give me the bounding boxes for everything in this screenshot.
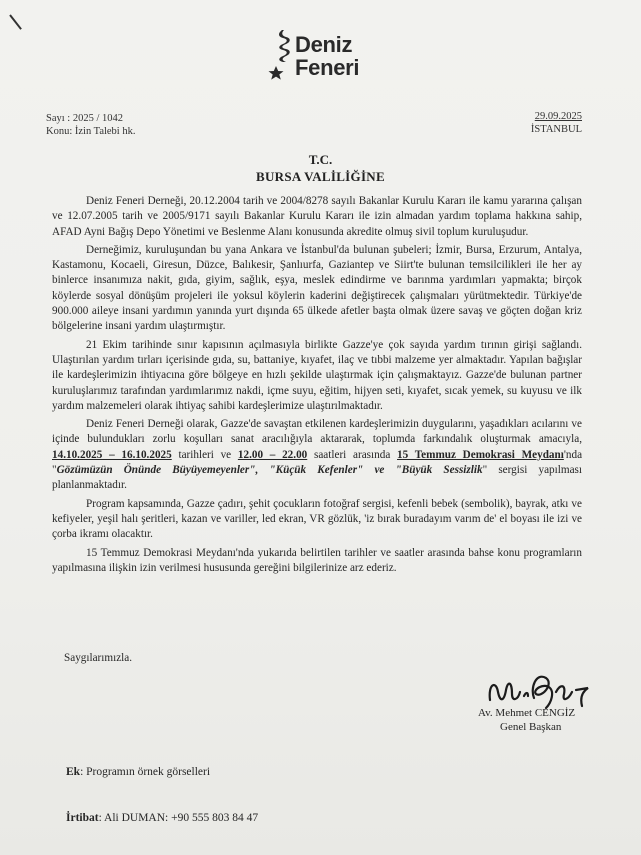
- letter-city: İSTANBUL: [530, 124, 582, 135]
- contact-text: : Ali DUMAN: +90 555 803 84 47: [98, 812, 259, 824]
- event-dates: 14.10.2025 – 16.10.2025: [52, 448, 172, 461]
- exhibition-titles: Gözümüzün Önünde Büyüyemeyenler", "Küçük Kefenler" ve "Büyük Sessizlik: [56, 464, 483, 477]
- paragraph-1: Deniz Feneri Derneği, 20.12.2004 tarih ve 2004/8278 sayılı Bakanlar Kurulu Kararı ile kamu yararına çalışan ve 12.07.2005 tarih ve 2005/9171 sayılı Bakanlar Kurulu Kararı ile izin almadan yardım toplama hakkına sahip, AFAD Ayni Bağış Depo Yönetimi ve Beslenme Alanı konusunda akredite olmuş sivil toplum kuruluşudur.: [52, 195, 582, 238]
- paragraph-4-text-c: saatleri arasında: [307, 448, 398, 461]
- paragraph-4-text-e: " sergisi yapılması planlanmaktadır.: [52, 464, 583, 492]
- paragraph-6: 15 Temmuz Demokrasi Meydanı'nda yukarıda belirtilen tarihler ve saatler arasında bahse konu programların yapılmasına ilişkin izin verilmesi hususunda gereğini bilgilerinize arz ederiz.: [52, 546, 582, 574]
- heading-tc: T.C.: [308, 152, 333, 167]
- closing-salutation: Saygılarımızla.: [64, 652, 133, 664]
- brand-name-line2: Feneri: [295, 55, 360, 80]
- paragraph-5: Program kapsamında, Gazze çadırı, şehit çocukların fotoğraf sergisi, kefenli bebek (sembolik), bayrak, atkı ve kefiyeler, yeşil halı şeritleri, kazan ve variller, led ekran, VR gözlük, 'iz bırak buradayım varım de' el boyası ile izi ve çorba ikramı olacaktır.: [52, 497, 582, 541]
- reference-block: [46, 112, 135, 138]
- contact-label: İrtibat: [66, 812, 99, 824]
- letter-body: [52, 194, 582, 579]
- attachment-label: Ek: [66, 766, 81, 778]
- contact-line: [66, 812, 258, 824]
- lighthouse-star-icon: [268, 28, 298, 84]
- paragraph-2: Derneğimiz, kuruluşundan bu yana Ankara ve İstanbul'da bulunan şubeleri; İzmir, Bursa, Erzurum, Antalya, Kastamonu, Kocaeli, Giresun, Düzce, Balıkesir, Şanlıurfa, Gaziantep ve Siirt'te bulunan temsilcilikleri ile her ay binlerce insanımıza nakit, gıda, giyim, sağlık, eşya, meslek edindirme ve barınma yardımları yapmakta; birçok köylerde sosyal dönüşüm projeleri ile yoksul köylerin kaderini değiştirecek çalışmaları yürütmektedir. Türkiye'de 900.000 aileye insani yardımın yanında yurt dışında 65 ülkede afetler başta olmak üzere savaş ve göçten doğan kriz bölgelerine insani yardım ulaştırmıştır.: [52, 243, 582, 333]
- paragraph-4-text-d: 'nda ": [52, 448, 583, 477]
- subject-line: Konu: İzin Talebi hk.: [46, 126, 136, 137]
- letter-date: 29.09.2025: [534, 111, 582, 122]
- event-hours: 12.00 – 22.00: [237, 448, 308, 461]
- paragraph-4: [52, 417, 582, 493]
- paragraph-3: 21 Ekim tarihinde sınır kapısının açılmasıyla birlikte Gazze'ye çok sayıda yardım tırının girişi sağlandı. Ulaştırılan yardım tırları içerisinde gıda, su, battaniye, kıyafet, ilaç ve tıbbi malzeme yer almaktadır. Yapılan bağışlar ile kardeşlerimizin ihtiyacına göre bölgeye en hızlı şekilde ulaştırmak için çalışmaktayız. Gazze'de bulunan partner kuruluşlarımız tarafından yardımlarımız nakdi, içme suyu, eğitim, hijyen seti, kıyafet, sıcak yemek, su kuyusu ve ilk yardım malzemeleri olarak ihtiyaç sahibi kardeşlerimize ulaştırılmaktadır.: [52, 338, 582, 412]
- signatory-title: Genel Başkan: [500, 721, 562, 733]
- attachment-line: [66, 766, 210, 778]
- pen-mark: [9, 14, 22, 29]
- event-place: 15 Temmuz Demokrasi Meydanı: [397, 448, 564, 461]
- attachment-text: : Programın örnek görselleri: [80, 766, 211, 778]
- paragraph-4-text-a: Deniz Feneri Derneği olarak, Gazze'de savaştan etkilenen kardeşlerimizin duygularını, yaşadıkları acılarını ve içinde bulundukları zorlu koşulları sanat aracılığıyla aktararak, toplumda farkındalık oluşturmak amacıyla,: [52, 418, 582, 446]
- handwritten-signature: [484, 662, 604, 712]
- heading-recipient: BURSA VALİLİĞİNE: [256, 169, 385, 184]
- letterhead-logo: [268, 28, 378, 84]
- date-block: [520, 110, 582, 136]
- signatory-name: Av. Mehmet CENGİZ: [478, 707, 576, 719]
- reference-number: Sayı : 2025 / 1042: [46, 113, 124, 124]
- brand-name-line1: Deniz: [295, 32, 353, 57]
- paragraph-4-text-b: tarihleri ve: [171, 448, 238, 461]
